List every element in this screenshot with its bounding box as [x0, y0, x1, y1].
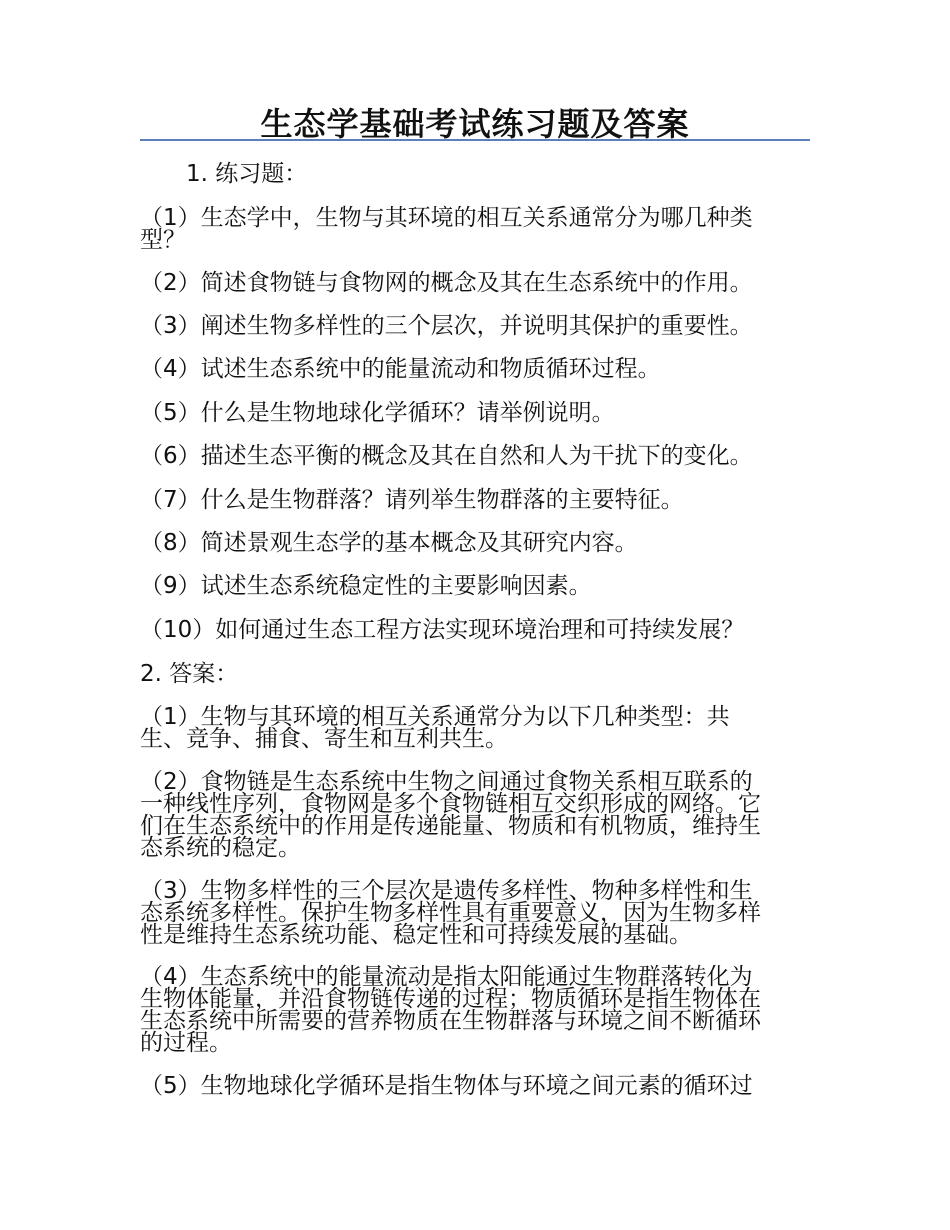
question-1-line-1: （1）生态学中，生物与其环境的相互关系通常分为哪几种类 [140, 205, 753, 231]
question-3-line-1: （3）阐述生物多样性的三个层次，并说明其保护的重要性。 [140, 313, 753, 339]
answer-3-line-2: 态系统多样性。保护生物多样性具有重要意义，因为生物多样 [140, 900, 761, 926]
answer-2-line-4: 态系统的稳定。 [140, 835, 301, 861]
answer-4-line-1: （4）生态系统中的能量流动是指太阳能通过生物群落转化为 [140, 964, 753, 990]
answer-3 [140, 880, 810, 946]
question-8 [140, 532, 810, 554]
question-9-line-1: （9）试述生态系统稳定性的主要影响因素。 [140, 573, 592, 599]
answer-1-line-1: （1）生物与其环境的相互关系通常分为以下几种类型：共 [140, 704, 730, 730]
answer-1 [140, 706, 810, 750]
question-5 [140, 402, 810, 424]
answer-2-line-3: 们在生态系统中的作用是传递能量、物质和有机物质，维持生 [140, 813, 761, 839]
answer-5-line-1: （5）生物地球化学循环是指生物体与环境之间元素的循环过 [140, 1073, 753, 1099]
question-10 [140, 619, 810, 641]
question-4-line-1: （4）试述生态系统中的能量流动和物质循环过程。 [140, 356, 661, 382]
question-6 [140, 445, 810, 467]
answer-1-line-2: 生、竞争、捕食、寄生和互利共生。 [140, 726, 508, 752]
question-2 [140, 272, 810, 294]
answer-4-line-4: 的过程。 [140, 1030, 232, 1056]
answer-2-line-1: （2）食物链是生态系统中生物之间通过食物关系相互联系的 [140, 769, 753, 795]
question-9 [140, 575, 810, 597]
question-10-line-1: （10）如何通过生态工程方法实现环境治理和可持续发展？ [140, 617, 745, 643]
section-heading-answers: 2. 答案： [140, 661, 239, 687]
document-title: 生态学基础考试练习题及答案 [260, 105, 690, 143]
question-1 [140, 207, 810, 251]
answer-4 [140, 966, 810, 1054]
answer-2 [140, 771, 810, 859]
title-underline [140, 139, 810, 141]
answer-4-line-2: 生物体能量，并沿食物链传递的过程；物质循环是指生物体在 [140, 986, 761, 1012]
question-5-line-1: （5）什么是生物地球化学循环？请举例说明。 [140, 400, 615, 426]
question-7-line-1: （7）什么是生物群落？请列举生物群落的主要特征。 [140, 487, 684, 513]
answer-4-line-3: 生态系统中所需要的营养物质在生物群落与环境之间不断循环 [140, 1008, 761, 1034]
question-7 [140, 489, 810, 511]
answer-3-line-1: （3）生物多样性的三个层次是遗传多样性、物种多样性和生 [140, 878, 753, 904]
answer-5 [140, 1075, 810, 1097]
question-1-line-2: 型？ [140, 227, 186, 253]
section-heading-questions: 1. 练习题： [186, 161, 308, 187]
question-6-line-1: （6）描述生态平衡的概念及其在自然和人为干扰下的变化。 [140, 443, 753, 469]
question-4 [140, 358, 810, 380]
answer-3-line-3: 性是维持生态系统功能、稳定性和可持续发展的基础。 [140, 922, 692, 948]
question-8-line-1: （8）简述景观生态学的基本概念及其研究内容。 [140, 530, 638, 556]
answer-2-line-2: 一种线性序列，食物网是多个食物链相互交织形成的网络。它 [140, 791, 761, 817]
question-2-line-1: （2）简述食物链与食物网的概念及其在生态系统中的作用。 [140, 270, 753, 296]
question-3 [140, 315, 810, 337]
